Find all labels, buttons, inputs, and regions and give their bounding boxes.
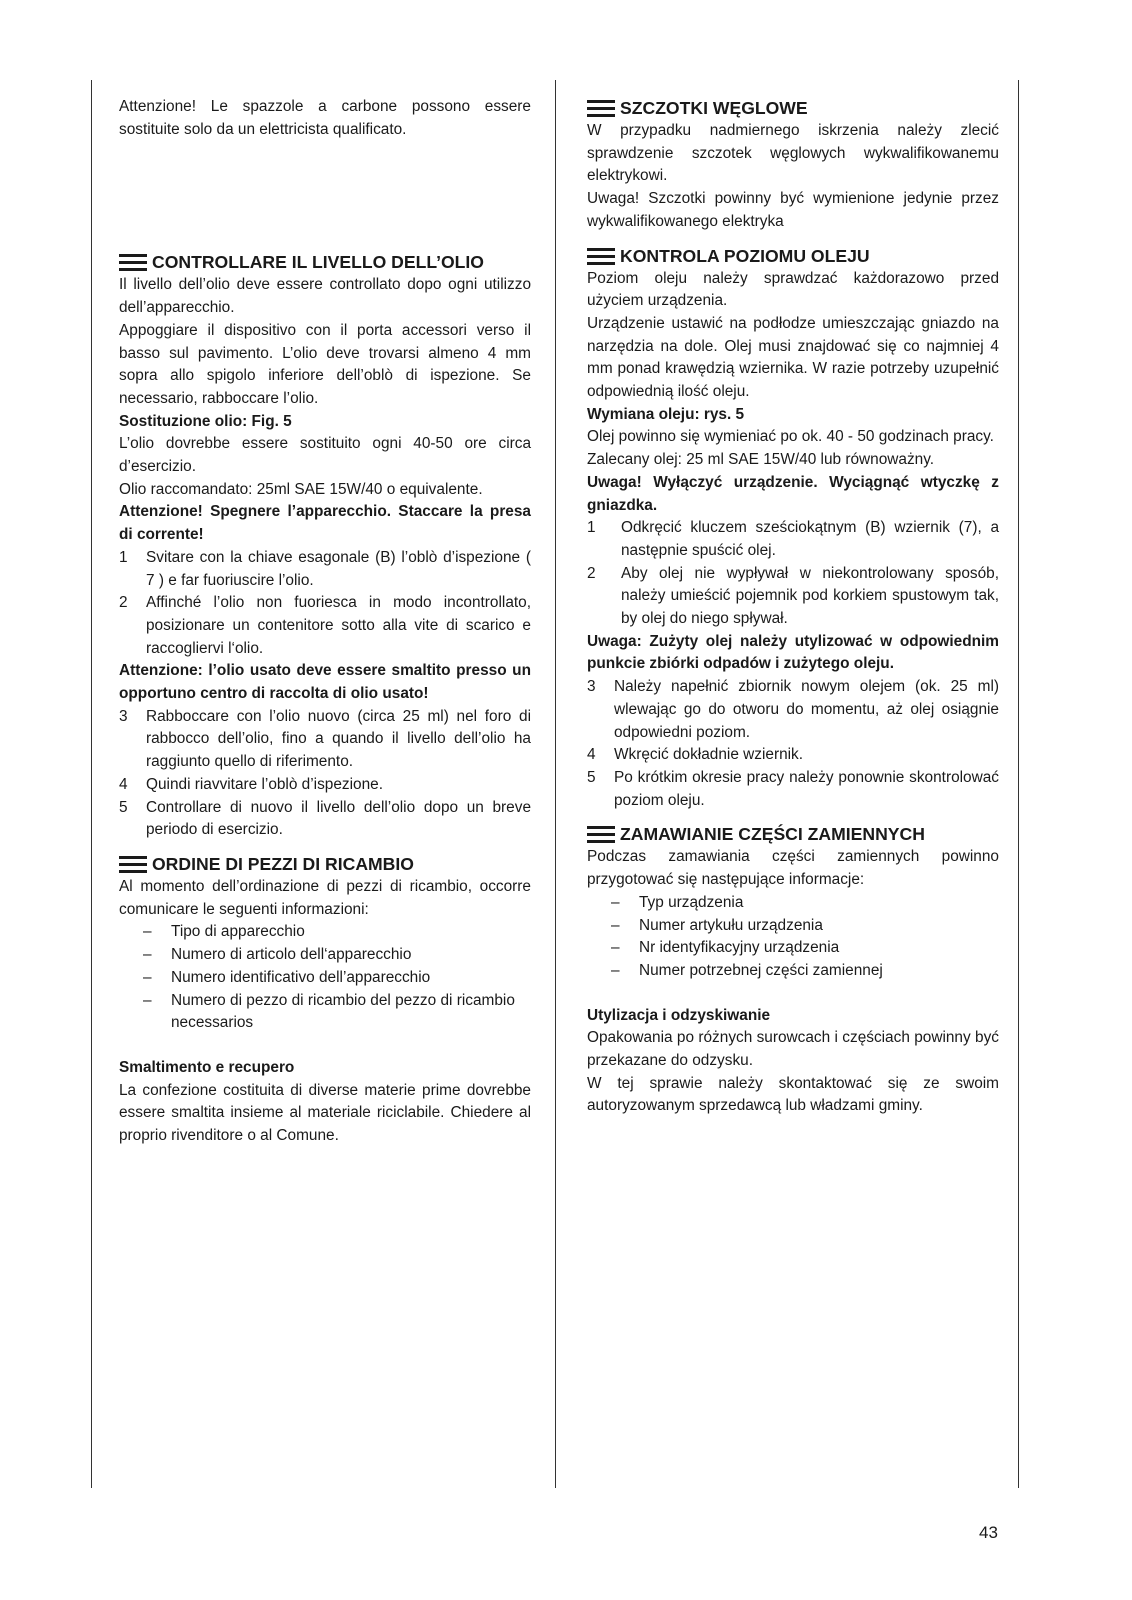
list-item: 2 Affinché l’olio non fuoriesca in modo incontrollato, posizionare un contenitore sotto alla vite di scarico e raccogliervi l‘olio. — [119, 594, 531, 657]
list-item: 3 Rabboccare con l’olio nuovo (circa 25 ml) nel foro di rabbocco dell’olio, fino a quando il livello dell’olio ha raggiunto quello di riferimento. — [119, 707, 531, 771]
spare-parts-list — [587, 892, 999, 983]
oil-paragraph-3: Olej powinno się wymieniać po ok. 40 - 50 godzinach pracy. — [587, 428, 994, 446]
section-menu-icon — [587, 825, 615, 843]
oil-warning-2: Attenzione: l’olio usato deve essere smaltito presso un opportuno centro di raccolta di olio usato! — [119, 662, 531, 703]
disposal-heading: Smaltimento e recupero — [119, 1058, 295, 1076]
list-item: 4 Quindi riavvitare l’oblò d’ispezione. — [119, 775, 383, 793]
oil-change-subheading: Wymiana oleju: rys. 5 — [587, 405, 745, 423]
spare-parts-paragraph: Al momento dell’ordinazione di pezzi di ricambio, occorre comunicare le seguenti informazioni: — [119, 877, 531, 918]
disposal-paragraph: La confezione costituita di diverse materie prime dovrebbe essere smaltita insieme al materiale riciclabile. Chiedere al proprio rivenditore o al Comune. — [119, 1081, 531, 1145]
section-menu-icon — [119, 253, 147, 271]
carbon-brushes-heading: SZCZOTKI WĘGLOWE — [587, 96, 999, 120]
list-item: – Nr identyfikacyjny urządzenia — [611, 939, 840, 957]
section-menu-icon — [587, 99, 615, 117]
list-item: – Tipo di apparecchio — [143, 923, 305, 941]
oil-warning-1: Uwaga! Wyłączyć urządzenie. Wyciągnąć wtyczkę z gniazdka. — [587, 473, 999, 514]
list-item: 2 Aby olej nie wypływał w niekontrolowany sposób, należy umieścić pojemnik pod korkiem spustowym tak, by olej do niego spływał. — [587, 564, 999, 628]
polish-column — [587, 96, 999, 1118]
disposal-paragraph-2: W tej sprawie należy skontaktować się ze swoim autoryzowanym sprzedawcą lub władzami gminy. — [587, 1074, 999, 1115]
oil-paragraph-2: Urządzenie ustawić na podłodze umieszczając gniazdo na narzędzia na dole. Olej musi znajdować się co najmniej 4 mm ponad krawędzią wziernika. W razie potrzeby uzupełnić odpowiednią ilość oleju. — [587, 314, 999, 401]
oil-steps-a — [587, 517, 999, 631]
column-divider-middle — [555, 80, 556, 1488]
oil-paragraph-4: Zalecany olej: 25 ml SAE 15W/40 lub równoważny. — [587, 451, 935, 469]
list-item: 5 Po krótkim okresie pracy należy ponownie skontrolować poziom oleju. — [587, 768, 999, 809]
list-item: 3 Należy napełnić zbiornik nowym olejem (ok. 25 ml) wlewając go do otworu do momentu, aż olej osiągnie odpowiedni poziom. — [587, 678, 999, 741]
page-number: 43 — [979, 1523, 998, 1542]
oil-paragraph-1: Poziom oleju należy sprawdzać każdorazowo przed użyciem urządzenia. — [587, 269, 999, 310]
brush-paragraph-2: Uwaga! Szczotki powinny być wymienione jedynie przez wykwalifikowanego elektryka — [587, 190, 999, 230]
column-divider-right — [1018, 80, 1019, 1488]
oil-level-heading: KONTROLA POZIOMU OLEJU — [587, 244, 999, 268]
brush-paragraph-1: W przypadku nadmiernego iskrzenia należy zlecić sprawdzenie szczotek węglowych wykwalifikowanemu elektrykowi. — [587, 122, 999, 185]
list-item: – Numer artykułu urządzenia — [611, 916, 823, 934]
oil-change-subheading: Sostituzione olio: Fig. 5 — [119, 412, 292, 430]
disposal-paragraph-1: Opakowania po różnych surowcach i częściach powinny być przekazane do odzysku. — [587, 1029, 999, 1070]
oil-level-heading: CONTROLLARE IL LIVELLO DELL’OLIO — [119, 250, 531, 274]
section-menu-icon — [119, 855, 147, 873]
list-item: – Numero identificativo dell’apparecchio — [143, 968, 431, 986]
list-item: – Typ urządzenia — [611, 893, 744, 911]
list-item: 1 Odkręcić kluczem sześciokątnym (B) wziernik (7), a następnie spuścić olej. — [587, 519, 999, 559]
oil-warning-2: Uwaga: Zużyty olej należy utylizować w odpowiednim punkcie zbiórki odpadów i zużytego oleju. — [587, 632, 999, 673]
oil-steps-a — [119, 547, 531, 661]
brush-warning: Attenzione! Le spazzole a carbone possono essere sostituite solo da un elettricista qualificato. — [119, 98, 531, 138]
oil-paragraph-3: L’olio dovrebbe essere sostituito ogni 40-50 ore circa d’esercizio. — [119, 435, 531, 476]
list-item: 1 Svitare con la chiave esagonale (B) l’oblò d’ispezione ( 7 ) e far fuoriuscire l’olio. — [119, 548, 531, 589]
list-item: 5 Controllare di nuovo il livello dell’olio dopo un breve periodo di esercizio. — [119, 798, 531, 839]
spare-parts-heading: ZAMAWIANIE CZĘŚCI ZAMIENNYCH — [587, 822, 999, 846]
column-divider-left — [91, 80, 92, 1488]
list-item: – Numer potrzebnej części zamiennej — [611, 961, 883, 979]
section-menu-icon — [587, 247, 615, 265]
disposal-heading: Utylizacja i odzyskiwanie — [587, 1006, 771, 1024]
oil-steps-b — [119, 706, 531, 842]
oil-warning-1: Attenzione! Spegnere l’apparecchio. Staccare la presa di corrente! — [119, 503, 531, 544]
oil-paragraph-4: Olio raccomandato: 25ml SAE 15W/40 o equivalente. — [119, 480, 483, 498]
list-item: – Numero di pezzo di ricambio del pezzo di ricambio necessarios — [143, 991, 515, 1032]
oil-paragraph-2: Appoggiare il dispositivo con il porta accessori verso il basso sul pavimento. L’olio deve trovarsi almeno 4 mm sopra allo spigolo inferiore dell’oblò di ispezione. Se necessario, rabboccare l’olio. — [119, 321, 531, 407]
spare-parts-list — [119, 921, 531, 1035]
spare-parts-paragraph: Podczas zamawiania części zamiennych powinno przygotować się następujące informacje: — [587, 848, 999, 889]
oil-steps-b — [587, 676, 999, 812]
list-item: – Numero di articolo dell‘apparecchio — [143, 946, 412, 964]
italian-column — [119, 96, 531, 1148]
spare-parts-heading: ORDINE DI PEZZI DI RICAMBIO — [119, 852, 531, 876]
list-item: 4 Wkręcić dokładnie wziernik. — [587, 746, 804, 764]
oil-paragraph-1: Il livello dell’olio deve essere controllato dopo ogni utilizzo dell’apparecchio. — [119, 276, 531, 317]
